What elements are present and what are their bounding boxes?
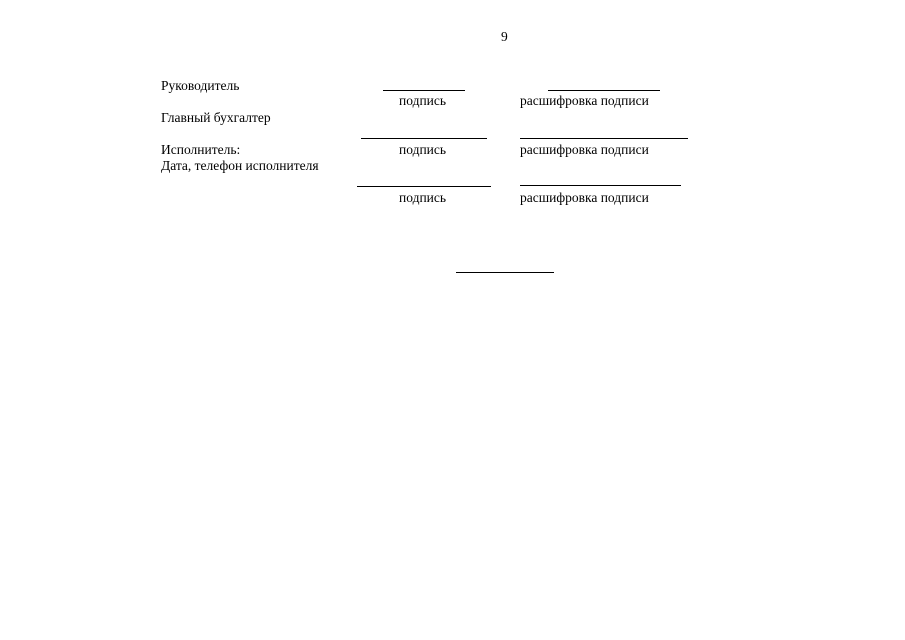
head-signature-line (383, 90, 465, 91)
chief-accountant-signature-line (361, 138, 487, 139)
executor-signature-caption: подпись (399, 190, 447, 205)
chief-accountant-signature-caption: подпись (399, 142, 447, 157)
chief-accountant-transcript-line (520, 138, 688, 139)
head-signature-caption: подпись (399, 93, 447, 108)
executor-contact-label: Дата, телефон исполнителя (161, 158, 319, 173)
executor-transcript-line (520, 185, 681, 186)
chief-accountant-transcript-caption: расшифровка подписи (520, 142, 649, 157)
executor-transcript-caption: расшифровка подписи (520, 190, 649, 205)
chief-accountant-label: Главный бухгалтер (161, 110, 271, 125)
closing-rule (456, 272, 554, 273)
page-number: 9 (501, 29, 508, 44)
head-transcript-line (548, 90, 660, 91)
head-transcript-caption: расшифровка подписи (520, 93, 649, 108)
head-label: Руководитель (161, 78, 240, 93)
executor-signature-line (357, 186, 491, 187)
executor-label: Исполнитель: (161, 142, 241, 157)
